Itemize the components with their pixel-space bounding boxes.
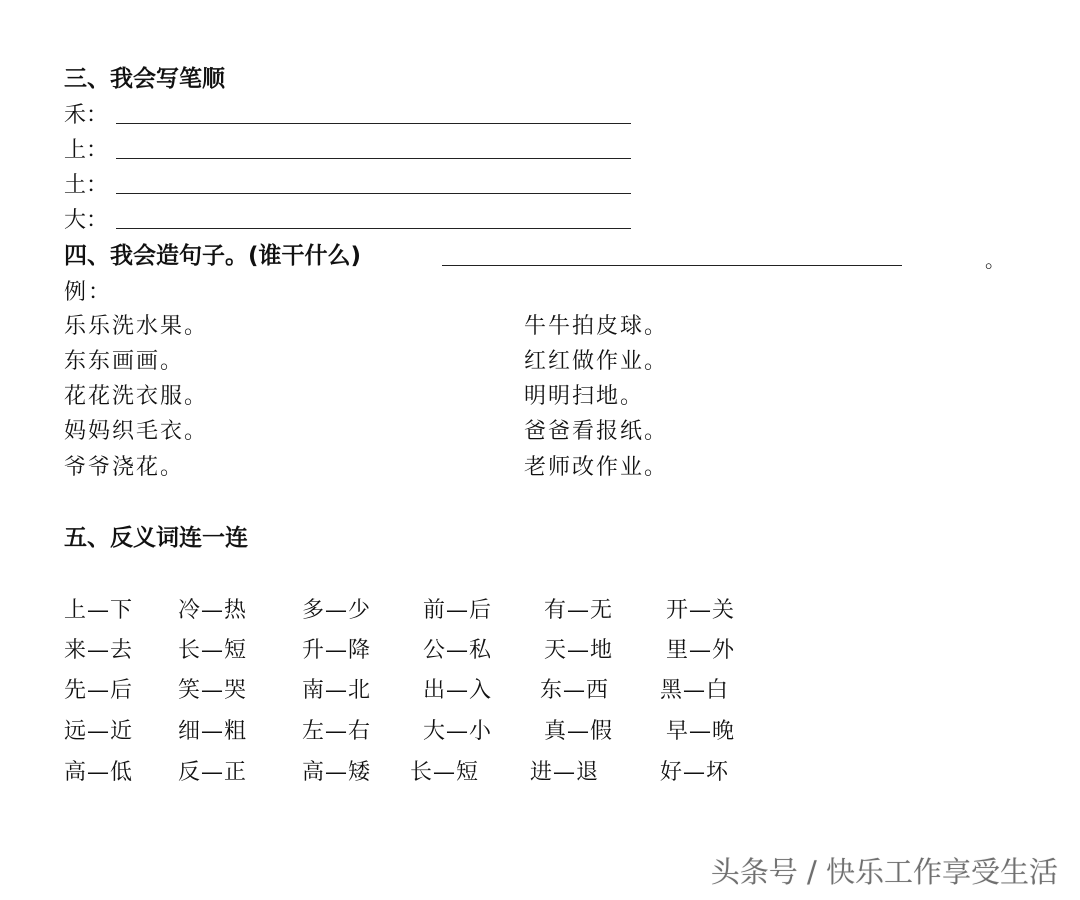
antonym-pair[interactable]: 里—外	[666, 638, 736, 663]
example-sentence: 明明扫地。	[524, 384, 645, 409]
example-sentence: 红红做作业。	[524, 349, 669, 374]
stroke-char-label: 上：	[64, 138, 109, 163]
antonym-pair[interactable]: 反—正	[178, 760, 248, 785]
antonym-pair[interactable]: 天—地	[544, 638, 614, 663]
antonym-pair[interactable]: 有—无	[544, 598, 614, 623]
antonym-pair[interactable]: 高—低	[64, 760, 134, 785]
trailing-period: 。	[985, 248, 1005, 272]
antonym-pair[interactable]: 进—退	[530, 760, 600, 785]
antonym-pair[interactable]: 高—矮	[302, 760, 372, 785]
antonym-pair[interactable]: 冷—热	[178, 598, 248, 623]
stroke-answer-line[interactable]	[116, 193, 631, 194]
stroke-answer-line[interactable]	[116, 158, 631, 159]
antonym-pair[interactable]: 真—假	[544, 719, 614, 744]
antonym-pair[interactable]: 左—右	[302, 719, 372, 744]
example-sentence: 东东画画。	[64, 349, 185, 374]
antonym-pair[interactable]: 南—北	[302, 678, 372, 703]
antonym-pair[interactable]: 先—后	[64, 678, 134, 703]
stroke-row	[64, 168, 664, 196]
antonym-pair[interactable]: 多—少	[302, 598, 372, 623]
antonym-pair[interactable]: 上—下	[64, 598, 134, 623]
example-sentence: 爸爸看报纸。	[524, 419, 669, 444]
antonym-pair[interactable]: 细—粗	[178, 719, 248, 744]
antonym-pair[interactable]: 早—晚	[666, 719, 736, 744]
antonym-pair[interactable]: 开—关	[666, 598, 736, 623]
antonym-pair[interactable]: 好—坏	[660, 760, 730, 785]
example-sentence: 牛牛拍皮球。	[524, 314, 669, 339]
example-sentence: 乐乐洗水果。	[64, 314, 209, 339]
antonym-pair[interactable]: 公—私	[423, 638, 493, 663]
stroke-char-label: 禾：	[64, 103, 109, 128]
watermark-text: 头条号 / 快乐工作享受生活	[710, 855, 1058, 889]
example-sentence: 花花洗衣服。	[64, 384, 209, 409]
example-label: 例：	[64, 280, 113, 305]
antonym-pair[interactable]: 前—后	[423, 598, 493, 623]
antonym-pair[interactable]: 长—短	[178, 638, 248, 663]
section3-heading: 三、我会写笔顺	[64, 66, 225, 92]
antonym-pair[interactable]: 远—近	[64, 719, 134, 744]
example-sentence: 老师改作业。	[524, 455, 669, 480]
example-sentence: 爷爷浇花。	[64, 455, 185, 480]
sentence-answer-line[interactable]	[442, 265, 902, 266]
stroke-row	[64, 203, 664, 231]
stroke-row	[64, 98, 664, 126]
example-sentence: 妈妈织毛衣。	[64, 419, 209, 444]
antonym-pair[interactable]: 大—小	[423, 719, 493, 744]
stroke-char-label: 土：	[64, 173, 109, 198]
antonym-pair[interactable]: 出—入	[423, 678, 493, 703]
stroke-char-label: 大：	[64, 208, 109, 233]
antonym-pair[interactable]: 东—西	[540, 678, 610, 703]
section5-heading: 五、反义词连一连	[64, 525, 248, 551]
antonym-pair[interactable]: 来—去	[64, 638, 134, 663]
stroke-row	[64, 133, 664, 161]
antonym-pair[interactable]: 黑—白	[660, 678, 730, 703]
stroke-answer-line[interactable]	[116, 123, 631, 124]
antonym-pair[interactable]: 长—短	[410, 760, 480, 785]
stroke-answer-line[interactable]	[116, 228, 631, 229]
antonym-pair[interactable]: 笑—哭	[178, 678, 248, 703]
section4-heading: 四、我会造句子。(谁干什么)	[64, 243, 362, 269]
antonym-pair[interactable]: 升—降	[302, 638, 372, 663]
